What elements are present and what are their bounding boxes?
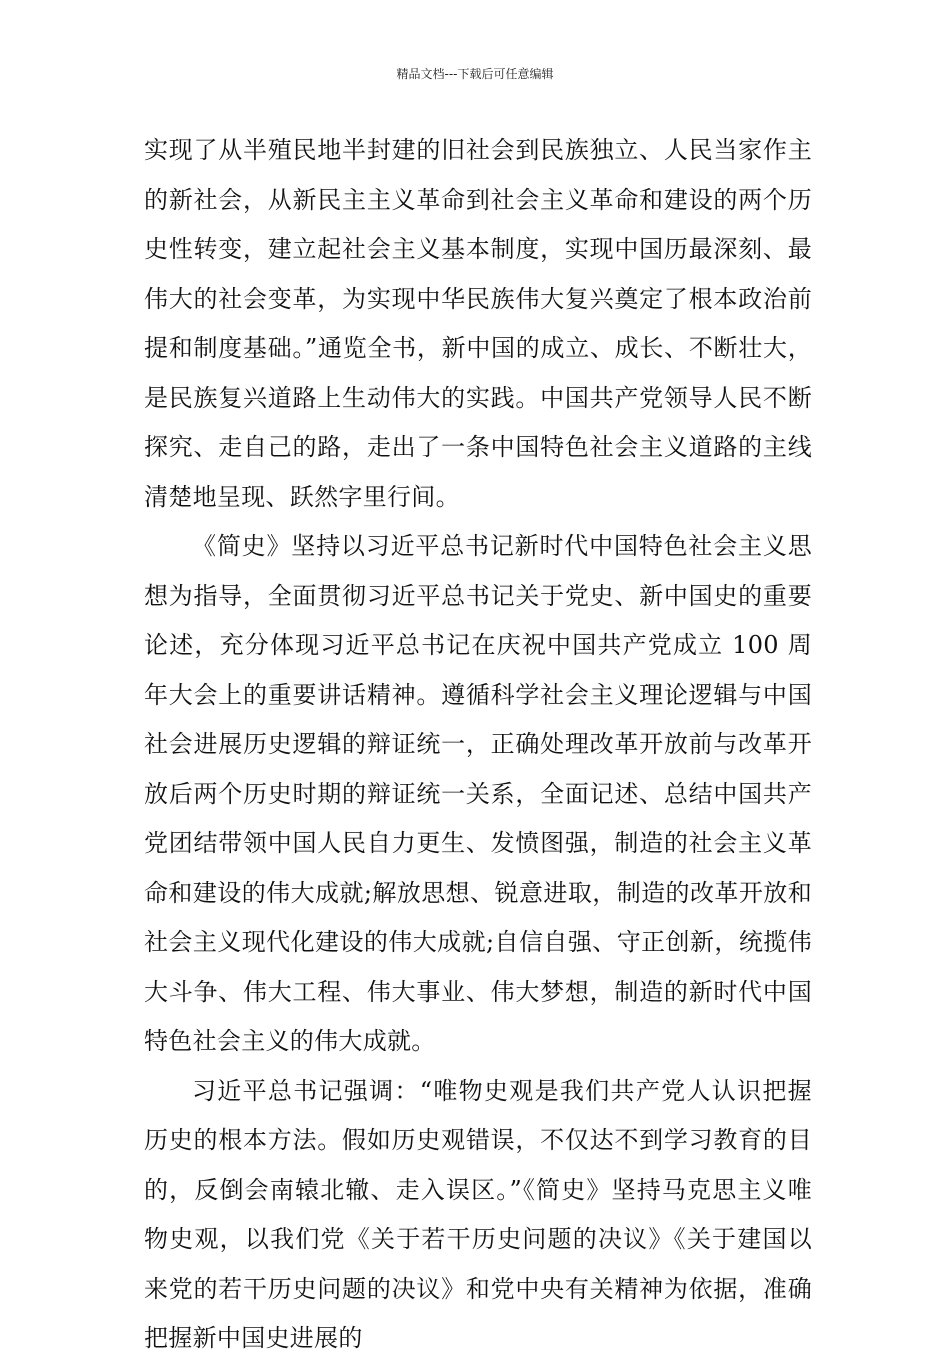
page-header: 精品文档---下载后可任意编辑 bbox=[396, 67, 554, 81]
paragraph-2: 《简史》坚持以习近平总书记新时代中国特色社会主义思想为指导，全面贯彻习近平总书记关于党史、新中国史的重要论述，充分体现习近平总书记在庆祝中国共产党成立 100 周年大会上的重要讲话精神。遵循科学社会主义理论逻辑与中国社会进展历史逻辑的辩证统一，正确处理改革开放前与改革开放后两个历史时期的辩证统一关系，全面记述、总结中国共产党团结带领中国人民自力更生、发愤图强，制造的社会主义革命和建设的伟大成就;解放思想、锐意进取，制造的改革开放和社会主义现代化建设的伟大成就;自信自强、守正创新，统揽伟大斗争、伟大工程、伟大事业、伟大梦想，制造的新时代中国特色社会主义的伟大成就。 bbox=[144, 532, 812, 1055]
body-text bbox=[144, 126, 812, 1364]
paragraph-1: 实现了从半殖民地半封建的旧社会到民族独立、人民当家作主的新社会，从新民主主义革命到社会主义革命和建设的两个历史性转变，建立起社会主义基本制度，实现中国历最深刻、最伟大的社会变革，为实现中华民族伟大复兴奠定了根本政治前提和制度基础。”通览全书，新中国的成立、成长、不断壮大，是民族复兴道路上生动伟大的实践。中国共产党领导人民不断探究、走自己的路，走出了一条中国特色社会主义道路的主线清楚地呈现、跃然字里行间。 bbox=[144, 136, 812, 511]
paragraph-3: 习近平总书记强调：“唯物史观是我们共产党人认识把握历史的根本方法。假如历史观错误，不仅达不到学习教育的目的，反倒会南辕北辙、走入误区。”《简史》坚持马克思主义唯物史观，以我们党《关于若干历史问题的决议》《关于建国以来党的若干历史问题的决议》和党中央有关精神为依据，准确把握新中国史进展的 bbox=[144, 1076, 812, 1352]
